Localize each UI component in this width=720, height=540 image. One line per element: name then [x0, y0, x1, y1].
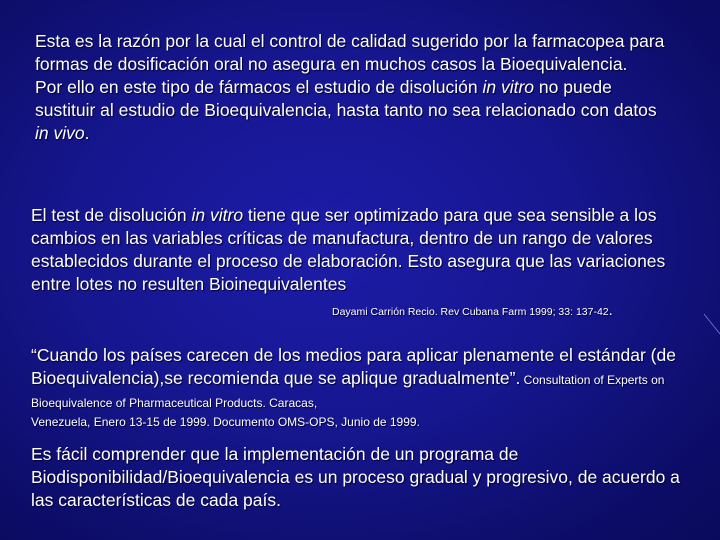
citation-carrion-text: Dayami Carrión Recio. Rev Cubana Farm 1999; 33: 137-42: [332, 306, 609, 318]
corner-decoration: [700, 312, 720, 342]
quote-paragraph: [31, 344, 701, 431]
intro-paragraph: [35, 30, 675, 145]
dissolution-sentence-end: .: [84, 123, 90, 143]
dissolution-test-start: El test de disolución: [31, 205, 192, 225]
oms-source-part-1: Consultation of Experts on Bioequivalence of Pharmaceutical Products. Caracas,: [31, 373, 665, 410]
in-vitro-term: in vitro: [482, 77, 535, 97]
conclusion-text: Es fácil comprender que la implementación de un programa de Biodisponibilidad/Bioequivalencia es un proceso gradual y progresivo, de acuerdo a las características de cada país.: [31, 444, 680, 510]
in-vitro-term-2: in vitro: [191, 205, 244, 225]
quality-control-sentence: Esta es la razón por la cual el control de calidad sugerido por la farmacopea para formas de dosificación oral no asegura en muchos casos la Bioequivalencia.: [35, 31, 665, 74]
dissolution-sentence: [35, 76, 675, 145]
citation-carrion-period: .: [608, 302, 613, 319]
oms-quote: “Cuando los países carecen de los medios para aplicar plenamente el estándar (de Bioequivalencia),se recomienda que se aplique gradualmente”.: [31, 345, 676, 388]
corner-line-icon: [700, 312, 720, 342]
dissolution-sentence-middle: no puede sustituir al estudio de Bioequivalencia, hasta tanto no sea relacionado con datos: [35, 77, 657, 120]
dissolution-test-text: [31, 204, 696, 296]
quote-text: [31, 344, 701, 413]
citation-carrion: [332, 304, 613, 319]
dissolution-sentence-start: Por ello en este tipo de fármacos el estudio de disolución: [35, 77, 483, 97]
dissolution-test-paragraph: [31, 204, 696, 296]
in-vivo-term: in vivo: [35, 123, 85, 143]
oms-source-part-2: Venezuela, Enero 13-15 de 1999. Documento OMS-OPS, Junio de 1999.: [31, 415, 420, 429]
dissolution-test-rest: tiene que ser optimizado para que sea sensible a los cambios en las variables críticas de manufactura, dentro de un rango de valores establecidos durante el proceso de elaboración. Esto asegura que las variaciones entre lotes no resulten Bioinequivalentes: [31, 205, 666, 294]
conclusion-paragraph: [31, 443, 691, 512]
